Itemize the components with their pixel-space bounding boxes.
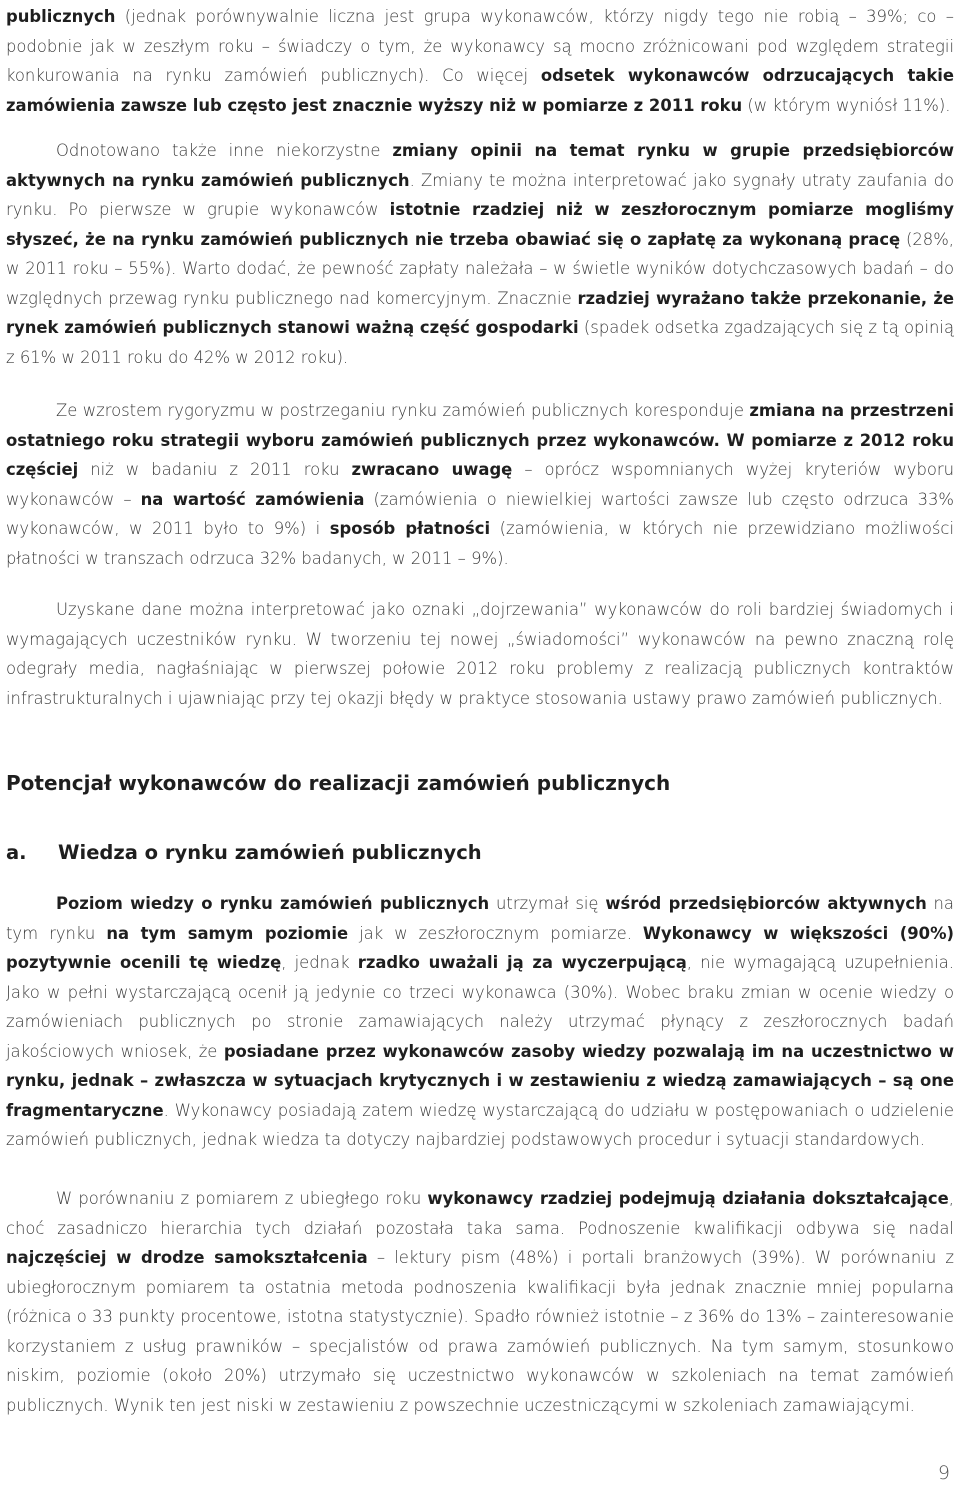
bold-text-run: Wykonawcy w większości (90%) pozytywnie ocenili tę wiedzę: [6, 923, 954, 972]
text-run: (spadek odsetka zgadzających się z tą opinią z 61% w 2011 roku do 42% w 2012 roku).: [6, 318, 954, 367]
text-run: utrzymał się: [489, 894, 606, 913]
bold-text-run: posiadane przez wykonawców zasoby wiedzy pozwalają im na uczestnictwo w rynku, jednak – zwłaszcza w sytuacjach krytycznych i w zestawieniu z wiedzą zamawiających – są one fragmentaryczne: [6, 1041, 954, 1120]
text-run: W porównaniu z pomiarem z ubiegłego roku: [56, 1189, 428, 1208]
text-run: niż w badaniu z 2011 roku: [78, 460, 352, 479]
subsection-letter: a.: [6, 841, 27, 864]
bold-text-run: istotnie rzadziej niż w zeszłorocznym pomiarze mogliśmy słyszeć, że na rynku zamówień publicznych nie trzeba obawiać się o zapłatę za wykonaną pracę: [6, 200, 954, 249]
bold-text-run: Poziom wiedzy o rynku zamówień publicznych: [56, 894, 490, 913]
text-run: , nie wymagającą uzupełnienia. Jako w pełni wystarczającą ocenił ją jedynie co trzeci wykonawca (30%). Wobec braku zmian w ocenie wiedzy o zamówieniach publicznych po stronie zamawiających należy utrzymać płynący z zeszłorocznych badań jakościowych wniosek, że: [6, 953, 954, 1061]
bold-text-run: rzadko uważali ją za wyczerpującą: [357, 953, 687, 972]
text-run: Odnotowano także inne niekorzystne: [56, 141, 393, 160]
text-run: – lektury pism (48%) i portali branżowych (39%). W porównaniu z ubiegłorocznym pomiarem ta ostatnia metoda podnoszenia kwalifikacji była jednak znacznie mniej popularna (różnica o 33 punkty procentowe, istotna statystycznie). Spadło również istotnie – z 36% do 13% – zainteresowanie korzystaniem z usług prawników – specjalistów od prawa zamówień publicznych. Na tym samym, stosunkowo niskim, poziomie (około 20%) utrzymało się uczestnictwo wykonawców w szkoleniach na temat zamówień publicznych. Wynik ten jest niski w zestawieniu z powszechnie uczestniczącymi w szkoleniach zamawiającymi.: [6, 1248, 954, 1415]
paragraph-selection-strategy: [6, 396, 954, 573]
text-run: – oprócz wspomnianych wyżej kryteriów wyboru wykonawców –: [6, 460, 955, 509]
text-run: (jednak porównywalnie liczna jest grupa wykonawców, którzy nigdy tego nie robią – 39%; co – podobnie jak w zeszłym roku – świadczy o tym, że wykonawcy są mocno zróżnicowani pod względem strategii konkurowania na rynku zamówień publicznych). Co więcej: [6, 7, 954, 85]
text-run: (zamówienia o niewielkiej wartości zawsze lub często odrzuca 33% wykonawców, w 2011 było to 9%) i: [6, 489, 954, 538]
bold-text-run: najczęściej w drodze samokształcenia: [6, 1248, 368, 1267]
text-run: , choć zasadniczo hierarchia tych działań pozostała taka sama. Podnoszenie kwalifikacji odbywa się nadal: [6, 1189, 954, 1238]
text-run: (w którym wyniósł 11%).: [742, 95, 951, 115]
text-run: jak w zeszłorocznym pomiarze.: [348, 923, 643, 943]
text-run: (zamówienia, w których nie przewidziano możliwości płatności w transzach odrzuca 32% badanych, w 2011 – 9%).: [6, 519, 954, 568]
bold-text-run: wśród przedsiębiorców aktywnych: [605, 894, 927, 913]
paragraph-publicznych-continuation: [6, 2, 954, 120]
paragraph-maturing-contractors: [6, 595, 954, 713]
bold-text-run: publicznych: [6, 7, 116, 26]
paragraph-knowledge-level: [6, 889, 954, 1155]
subsection-heading: [6, 841, 482, 864]
bold-text-run: rzadziej wyrażano także przekonanie, że rynek zamówień publicznych stanowi ważną część gospodarki: [6, 288, 955, 337]
paragraph-training-activities: [6, 1184, 954, 1420]
bold-text-run: na wartość zamówienia: [140, 489, 365, 509]
bold-text-run: zwracano uwagę: [351, 460, 513, 479]
text-run: , jednak: [281, 953, 358, 972]
section-heading: Potencjał wykonawców do realizacji zamówień publicznych: [6, 771, 671, 795]
text-run: (28%, w 2011 roku – 55%). Warto dodać, że pewność zapłaty należała – w świetle wyników dotychczasowych badań – do względnych przewag rynku publicznego nad komercyjnym. Znacznie: [6, 229, 954, 308]
subsection-title: Wiedza o rynku zamówień publicznych: [58, 841, 482, 864]
bold-text-run: zmiana na przestrzeni ostatniego roku strategii wyboru zamówień publicznych przez wykonawców. W pomiarze z 2012 roku częściej: [6, 401, 954, 479]
bold-text-run: wykonawcy rzadziej podejmują działania dokształcające: [427, 1189, 949, 1208]
bold-text-run: sposób płatności: [329, 519, 491, 538]
paragraph-opinion-changes: [6, 136, 954, 372]
text-run: . Zmiany te można interpretować jako sygnały utraty zaufania do rynku. Po pierwsze w grupie wykonawców: [6, 170, 955, 219]
page-number: 9: [937, 1462, 950, 1484]
text-run: na tym rynku: [6, 894, 954, 943]
bold-text-run: zmiany opinii na temat rynku w grupie przedsiębiorców aktywnych na rynku zamówień publicznych: [6, 141, 954, 190]
text-run: . Wykonawcy posiadają zatem wiedzę wystarczającą do udziału w postępowaniach o udzielenie zamówień publicznych, jednak wiedza ta dotyczy najbardziej podstawowych procedur i sytuacji standardowych.: [6, 1100, 954, 1149]
bold-text-run: na tym samym poziomie: [106, 923, 349, 943]
bold-text-run: odsetek wykonawców odrzucających takie zamówienia zawsze lub często jest znacznie wyższy niż w pomiarze z 2011 roku: [6, 66, 954, 115]
text-run: Uzyskane dane można interpretować jako oznaki „dojrzewania” wykonawców do roli bardziej świadomych i wymagających uczestników rynku. W tworzeniu tej nowej „świadomości” wykonawców na pewno znaczną rolę odegrały media, nagłaśniając w pierwszej połowie 2012 roku problemy z realizacją publicznych kontraktów infrastrukturalnych i ujawniając przy tej okazji błędy w praktyce stosowania ustawy prawo zamówień publicznych.: [6, 600, 954, 708]
text-run: Ze wzrostem rygoryzmu w postrzeganiu rynku zamówień publicznych koresponduje: [56, 401, 750, 420]
